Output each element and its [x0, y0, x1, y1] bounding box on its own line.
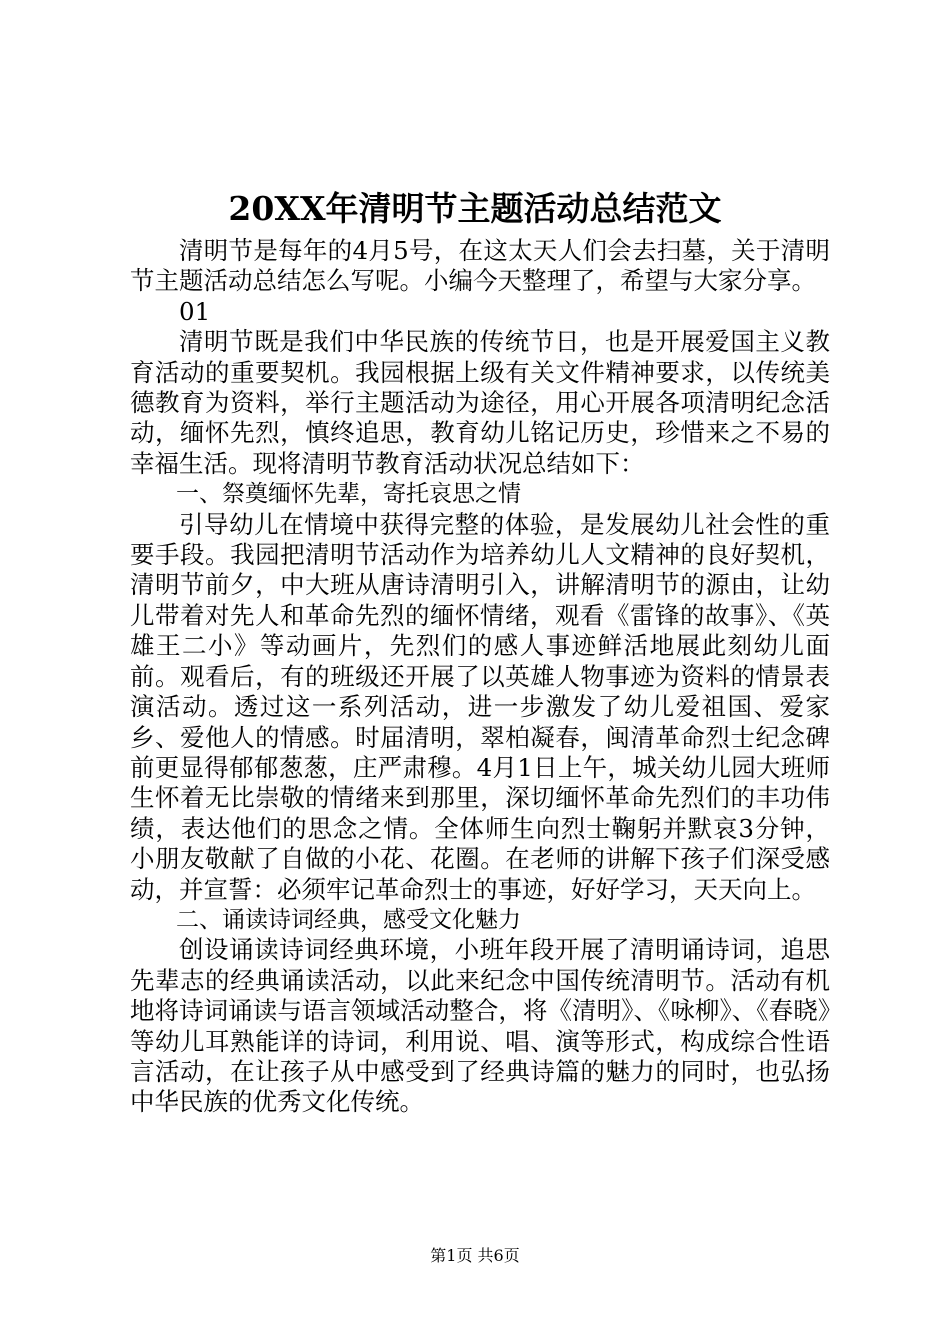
section-heading-1: 一、祭奠缅怀先辈，寄托哀思之情: [176, 481, 521, 508]
section-number: 01: [179, 296, 211, 326]
overview-paragraph: 清明节既是我们中华民族的传统节日，也是开展爱国主义教育活动的重要契机。我园根据上级有关文件精神要求，以传统美德教育为资料，举行主题活动为途径，用心开展各项清明纪念活动，缅怀先烈，慎终追思，教育幼儿铭记历史，珍惜来之不易的幸福生活。现将清明节教育活动状况总结如下：: [130, 327, 830, 478]
section-heading-2: 二、诵读诗词经典，感受文化魅力: [176, 906, 521, 933]
page-footer: 第1页 共6页: [430, 1246, 520, 1265]
section-1-paragraph: 引导幼儿在情境中获得完整的体验，是发展幼儿社会性的重要手段。我园把清明节活动作为培养幼儿人文精神的良好契机，清明节前夕，中大班从唐诗清明引入，讲解清明节的源由，让幼儿带着对先人和革命先烈的缅怀情绪，观看《雷锋的故事》、《英雄王二小》等动画片，先烈们的感人事迹鲜活地展此刻幼儿面前。观看后，有的班级还开展了以英雄人物事迹为资料的情景表演活动。透过这一系列活动，进一步激发了幼儿爱祖国、爱家乡、爱他人的情感。时届清明，翠柏凝春，闽清革命烈士纪念碑前更显得郁郁葱葱，庄严肃穆。4月1日上午，城关幼儿园大班师生怀着无比崇敬的情绪来到那里，深切缅怀革命先烈们的丰功伟绩，表达他们的思念之情。全体师生向烈士鞠躬并默哀3分钟，小朋友敬献了自做的小花、花圈。在老师的讲解下孩子们深受感动，并宣誓：必须牢记革命烈士的事迹，好好学习，天天向上。: [130, 509, 830, 904]
section-2-paragraph: 创设诵读诗词经典环境，小班年段开展了清明诵诗词，追思先辈志的经典诵读活动，以此来纪念中国传统清明节。活动有机地将诗词诵读与语言领域活动整合，将《清明》、《咏柳》、《春晓》等幼儿耳熟能详的诗词，利用说、唱、演等形式，构成综合性语言活动，在让孩子从中感受到了经典诗篇的魅力的同时，也弘扬中华民族的优秀文化传统。: [130, 935, 830, 1117]
intro-paragraph: 清明节是每年的4月5号，在这太天人们会去扫墓，关于清明节主题活动总结怎么写呢。小编今天整理了，希望与大家分享。: [130, 236, 830, 296]
document-title: 20XX年清明节主题活动总结范文: [228, 189, 722, 228]
document-body: [130, 236, 830, 1118]
